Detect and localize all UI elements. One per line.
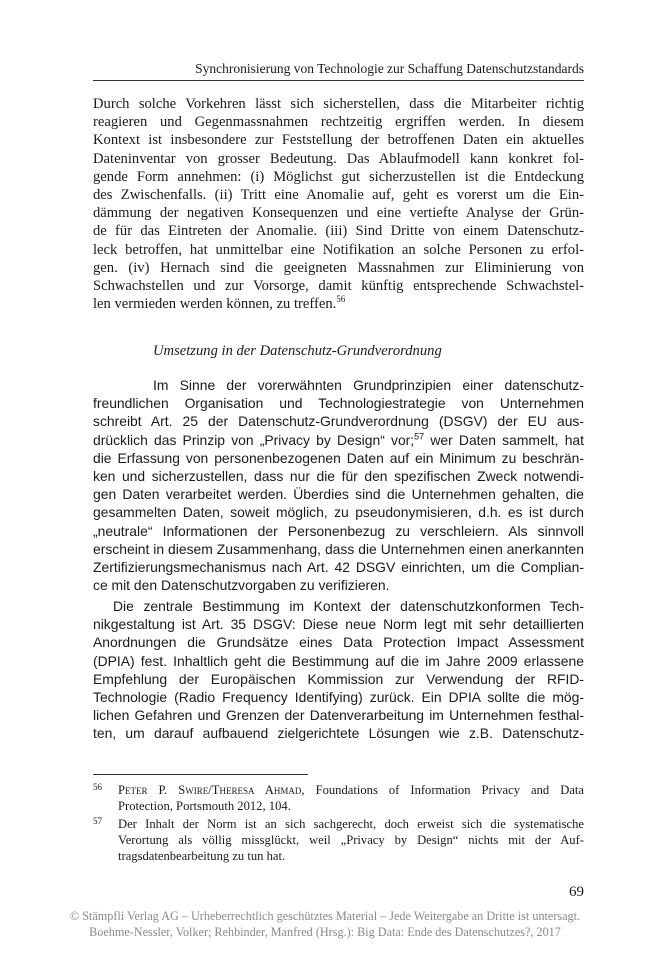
text-line: des Zwischenfalls. (ii) Tritt eine Anomalie auf, geht es vorerst um die Ein- (93, 187, 584, 204)
running-header: Synchronisierung von Technologie zur Schaffung Datenschutzstandards (195, 61, 584, 76)
footnote-number: 56 (93, 782, 102, 792)
text-line (93, 295, 584, 313)
citation-line: Boehme-Nessler, Volker; Rehbinder, Manfred (Hrsg.): Big Data: Ende des Datenschutzes?, 2017 (89, 925, 561, 939)
text-line: nikgestaltung ist Art. 35 DSGV: Diese neue Norm legt mit sehr detaillierten (93, 616, 584, 633)
text-fragment: wer Daten sammelt, hat (424, 431, 584, 448)
text-line (93, 431, 584, 449)
text-line: Kontext ist insbesondere zur Feststellung der betroffenen Daten ein aktuelles (93, 132, 584, 149)
text-line: Protection, Portsmouth 2012, 104. (118, 799, 291, 813)
copyright-line: © Stämpfli Verlag AG – Urheberrechtlich geschütztes Material – Jede Weitergabe an Dritte ist untersagt. (69, 909, 581, 923)
footnote-author: Peter P. Swire/Theresa Ahmad (118, 783, 302, 797)
text-line: gende Form annehmen: (i) Möglichst gut sicherzustellen ist die Entdeckung (93, 168, 584, 185)
footnote-rule (93, 774, 308, 775)
header-rule (93, 80, 584, 81)
text-line: ce mit den Datenschutzvorgaben zu verifizieren. (93, 577, 390, 594)
text-line: Empfehlung der Europäischen Kommission zur Verwendung der RFID- (93, 670, 584, 687)
text-line: erscheint in diesem Zusammenhang, dass die Unternehmen einen anerkannten (93, 540, 584, 557)
text-fragment: , Foundations of Information Privacy and Data (301, 783, 584, 797)
text-line: ken und sicherzustellen, dass nur die für den spezifischen Zweck notwendi- (93, 468, 584, 485)
text-line: de für das Eintreten der Anomalie. (iii) Sind Dritte von einem Datenschutz- (93, 223, 584, 240)
text-line: schreibt Art. 25 der Datenschutz-Grundverordnung (DSGV) der EU aus- (93, 413, 584, 430)
text-line: Der Inhalt der Norm ist an sich sachgerecht, doch erweist sich die systematische (118, 817, 584, 831)
text-line: die Erfassung von personenbezogenen Daten auf ein Minimum zu beschrän- (93, 449, 584, 466)
footnote-body (118, 782, 584, 814)
text-line: Im Sinne der vorerwähnten Grundprinzipien einer datenschutz- (153, 377, 584, 393)
footnote-body (118, 816, 584, 864)
text-fragment: drücklich das Prinzip von „Privacy by Design“ vor; (93, 431, 415, 448)
text-line: Die zentrale Bestimmung im Kontext der datenschutzkonformen Tech- (113, 598, 584, 614)
paragraph-3 (93, 597, 584, 743)
text-line: tragsdatenbearbeitung zu tun hat. (118, 849, 286, 863)
footnote-ref-56[interactable]: 56 (336, 294, 346, 305)
text-line: Anordnungen die Grundsätze eines Data Protection Impact Assessment (93, 634, 584, 651)
text-line: reagieren und Gegenmassnahmen rechtzeitig ergriffen werden. In diesem (93, 114, 584, 131)
text-line: Technologie (Radio Frequency Identifying) zurück. Ein DPIA sollte die mög- (93, 689, 584, 706)
footnote-56 (93, 782, 584, 814)
page-number: 69 (569, 884, 584, 900)
text-line: Zertifizierungsmechanismus nach Art. 42 DSGV einrichten, um die Complian- (93, 559, 584, 576)
text-line: gen. (iv) Hernach sind die geeigneten Massnahmen zur Eliminierung von (93, 259, 584, 276)
text-line: Schwachstellen und zur Vorsorge, damit künftig entsprechende Schwachstel- (93, 278, 584, 295)
footnote-57 (93, 816, 584, 864)
copyright-notice (0, 908, 650, 940)
text-line: Verortung als völlig missglückt, weil „Privacy by Design“ nichts mit der Auf- (118, 833, 584, 847)
text-line: Dateninventar von grosser Bedeutung. Das Ablaufmodell kann konkret fol- (93, 150, 584, 167)
text-line: (DPIA) fest. Inhaltlich geht die Bestimmung auf die im Jahre 2009 erlassene (93, 652, 584, 669)
text-line: freundlichen Organisation und Technologiestrategie von Unternehmen (93, 395, 584, 412)
text-line: dämmung der negativen Konsequenzen und eine vertiefte Analyse der Grün- (93, 205, 584, 222)
text-line: gesammelten Daten, soweit möglich, zu pseudonymisieren, d.h. es ist durch (93, 504, 584, 521)
text-line: „neutrale“ Informationen der Personenbezug zu verschleiern. Als sinnvoll (93, 522, 584, 539)
footnote-ref-57[interactable]: 57 (414, 430, 425, 441)
footnote-number: 57 (93, 816, 102, 826)
text-line: leck betroffen, hat unmittelbar eine Notifikation an solche Personen zu erfol- (93, 241, 584, 258)
paragraph-1 (93, 95, 584, 313)
section-heading: Umsetzung in der Datenschutz-Grundverordnung (153, 343, 442, 359)
text-line: gen Daten verarbeitet werden. Überdies sind die Unternehmen gehalten, die (93, 486, 584, 503)
text-line: Durch solche Vorkehren lässt sich sicherstellen, dass die Mitarbeiter richtig (93, 96, 584, 112)
text-line: lichen Gefahren und Grenzen der Datenverarbeitung im Unternehmen festhal- (93, 707, 584, 724)
text-fragment: len vermieden werden können, zu treffen. (93, 296, 337, 313)
paragraph-2 (93, 376, 584, 594)
text-line (118, 782, 584, 798)
text-line: ten, um darauf aufbauend zielgerichtete Lösungen wie z.B. Datenschutz- (93, 725, 584, 742)
